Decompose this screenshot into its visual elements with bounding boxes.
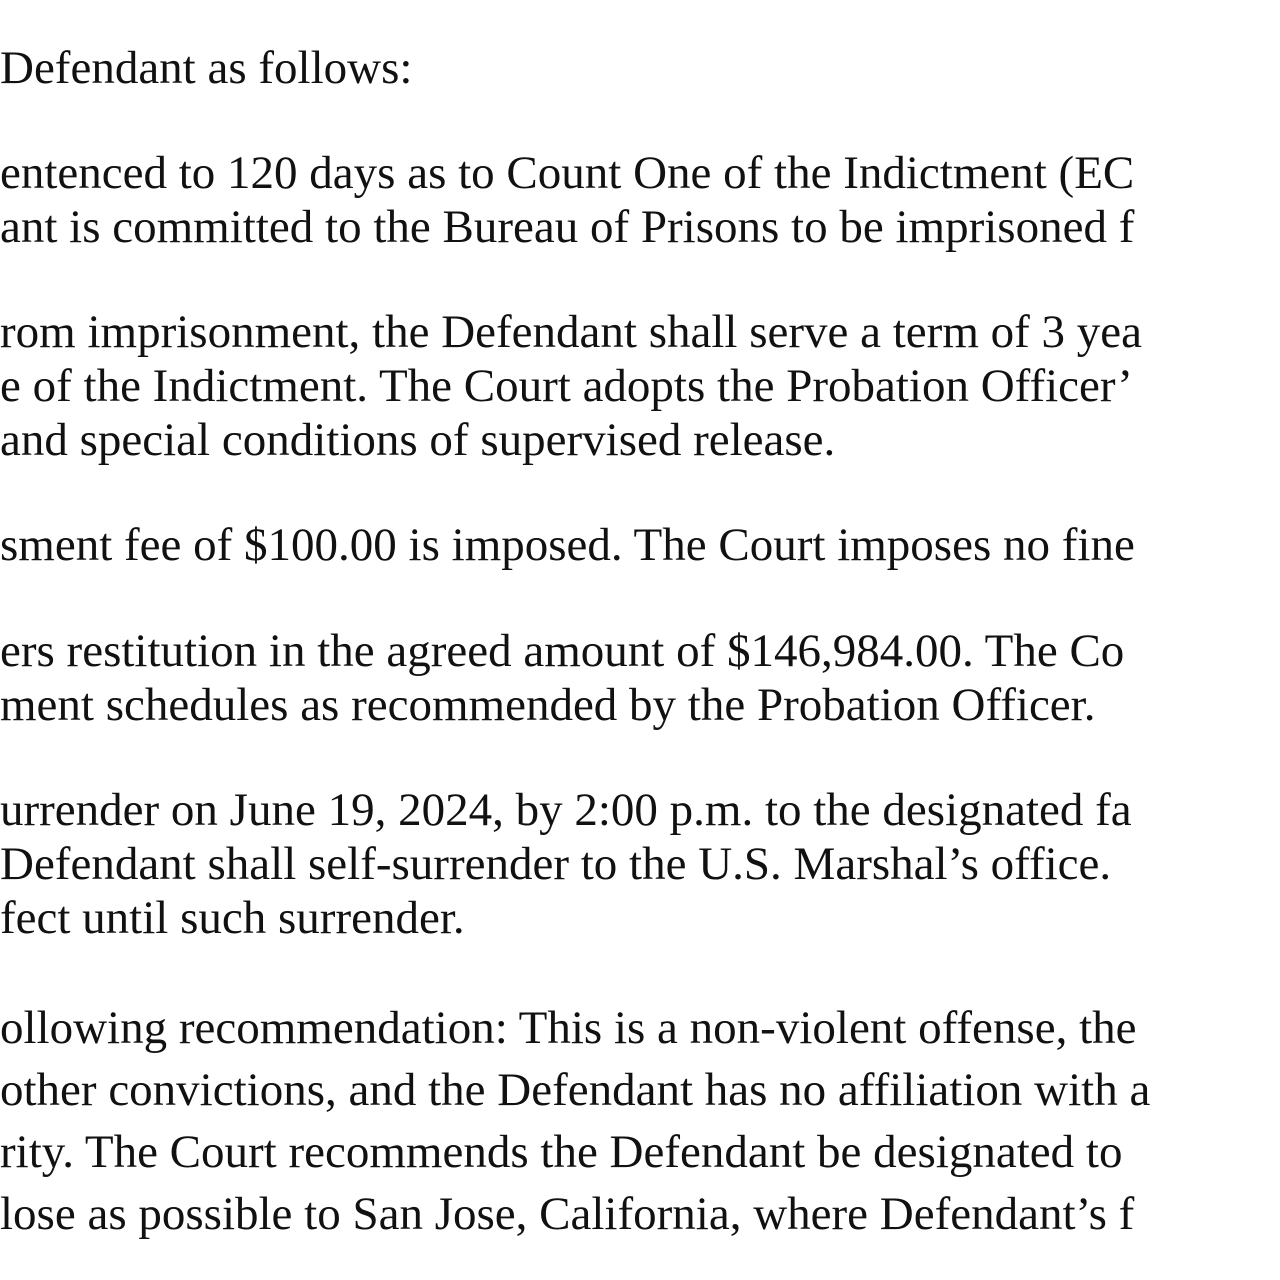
text-line-adopts: e of the Indictment. The Court adopts the Probation Officer’ <box>0 360 1133 412</box>
text-line-conditions: and special conditions of supervised release. <box>0 414 836 466</box>
text-line-commitment: ant is committed to the Bureau of Prisons to be imprisoned f <box>0 201 1135 253</box>
text-line-sentence: entenced to 120 days as to Count One of the Indictment (EC <box>0 147 1135 199</box>
text-line-location: lose as possible to San Jose, California, where Defendant’s f <box>0 1188 1135 1240</box>
text-line-convictions: other convictions, and the Defendant has no affiliation with a <box>0 1064 1151 1116</box>
text-line-effect: fect until such surrender. <box>0 892 465 944</box>
text-line-supervised-term: rom imprisonment, the Defendant shall serve a term of 3 yea <box>0 306 1142 358</box>
text-line-restitution: ers restitution in the agreed amount of $146,984.00. The Co <box>0 625 1125 677</box>
text-line-self-surrender: Defendant shall self-surrender to the U.S. Marshal’s office. <box>0 838 1112 890</box>
text-line-intro: Defendant as follows: <box>0 42 413 94</box>
text-line-surrender-date: urrender on June 19, 2024, by 2:00 p.m. to the designated fa <box>0 784 1132 836</box>
text-line-assessment: sment fee of $100.00 is imposed. The Court imposes no fine <box>0 519 1135 571</box>
text-line-payment: ment schedules as recommended by the Probation Officer. <box>0 679 1096 731</box>
text-line-designation: rity. The Court recommends the Defendant be designated to <box>0 1126 1123 1178</box>
text-line-recommendation: ollowing recommendation: This is a non-violent offense, the <box>0 1002 1137 1054</box>
